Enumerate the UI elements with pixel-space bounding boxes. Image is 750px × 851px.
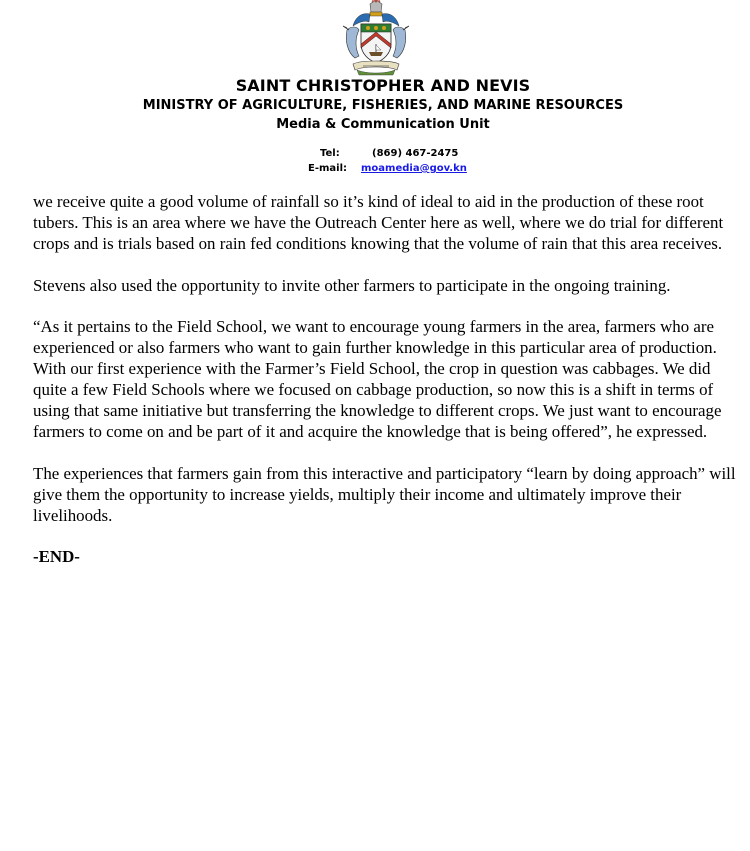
email-label: E-mail: (308, 163, 348, 174)
email-link[interactable]: moamedia@gov.kn (361, 163, 467, 174)
coat-of-arms-icon (341, 0, 411, 76)
tel-label: Tel: (320, 148, 340, 159)
article-body (33, 192, 737, 589)
letterhead-unit: Media & Communication Unit (276, 117, 490, 132)
end-mark: -END- (33, 547, 80, 567)
body-paragraph: we receive quite a good volume of rainfall so it’s kind of ideal to aid in the production of these root tubers. This is an area where we have the Outreach Center here as well, where we do trial for different crops and is trials based on rain fed conditions knowing that the volume of rain that this area receives. (33, 192, 724, 253)
letterhead-country: SAINT CHRISTOPHER AND NEVIS (235, 76, 531, 95)
body-paragraph: Stevens also used the opportunity to invite other farmers to participate in the ongoing training. (33, 275, 671, 295)
letterhead-ministry: MINISTRY OF AGRICULTURE, FISHERIES, AND MARINE RESOURCES (142, 98, 624, 113)
body-paragraph: “As it pertains to the Field School, we want to encourage young farmers in the area, farmers who are experienced or also farmers who want to gain further knowledge in this particular area of production. With our first experience with the Farmer’s Field School, the crop in question was cabbages. We did quite a few Field Schools where we focused on cabbage production, so now this is a shift in terms of using that same initiative but transferring the knowledge to different crops. We just want to encourage farmers to come on and be part of it and acquire the knowledge that is being offered”, he expressed. (33, 317, 722, 441)
body-paragraph: The experiences that farmers gain from this interactive and participatory “learn by doing approach” will give them the opportunity to increase yields, multiply their income and ultimately improve their livelihoods. (33, 463, 736, 525)
tel-value: (869) 467-2475 (372, 148, 459, 159)
